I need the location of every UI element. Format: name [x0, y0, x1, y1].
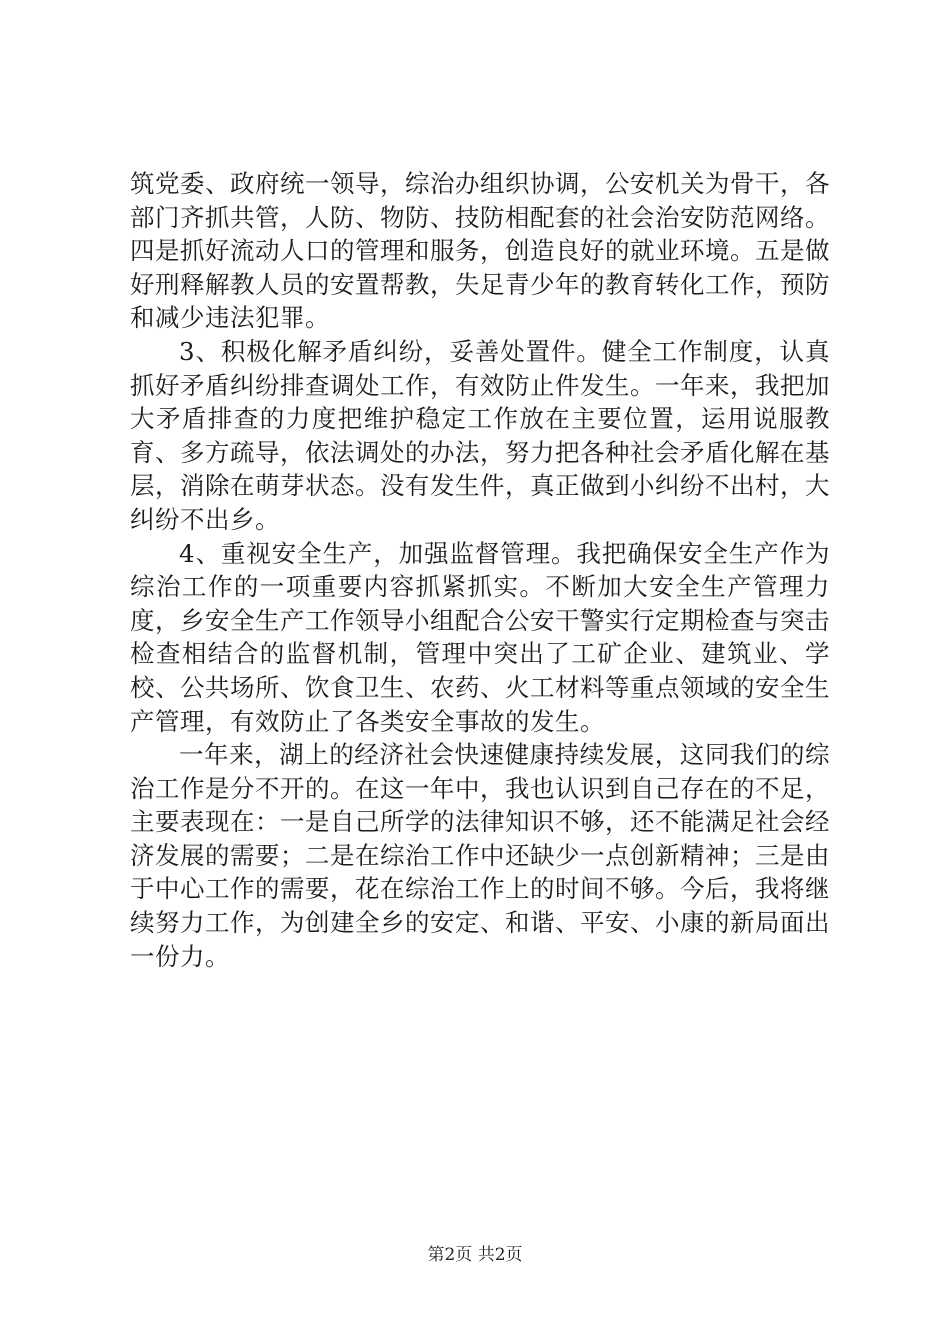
- page-number-label: 第2页 共2页: [427, 1245, 523, 1265]
- document-body: [130, 167, 830, 973]
- paragraph-3: 4、重视安全生产，加强监督管理。我把确保安全生产作为综治工作的一项重要内容抓紧抓实。不断加大安全生产管理力度，乡安全生产工作领导小组配合公安干警实行定期检查与突击检查相结合的监督机制，管理中突出了工矿企业、建筑业、学校、公共场所、饮食卫生、农药、火工材料等重点领域的安全生产管理，有效防止了各类安全事故的发生。: [130, 538, 830, 736]
- paragraph-4: 一年来，湖上的经济社会快速健康持续发展，这同我们的综治工作是分不开的。在这一年中，我也认识到自己存在的不足，主要表现在：一是自己所学的法律知识不够，还不能满足社会经济发展的需要；二是在综治工作中还缺少一点创新精神；三是由于中心工作的需要，花在综治工作上的时间不够。今后，我将继续努力工作，为创建全乡的安定、和谐、平安、小康的新局面出一份力。: [130, 740, 830, 971]
- paragraph-2: 3、积极化解矛盾纠纷，妥善处置件。健全工作制度，认真抓好矛盾纠纷排查调处工作，有效防止件发生。一年来，我把加大矛盾排查的力度把维护稳定工作放在主要位置，运用说服教育、多方疏导，依法调处的办法，努力把各种社会矛盾化解在基层，消除在萌芽状态。没有发生件，真正做到小纠纷不出村，大纠纷不出乡。: [130, 336, 830, 534]
- page-footer: [0, 1244, 950, 1266]
- paragraph-1: 筑党委、政府统一领导，综治办组织协调，公安机关为骨干，各部门齐抓共管，人防、物防、技防相配套的社会治安防范网络。四是抓好流动人口的管理和服务，创造良好的就业环境。五是做好刑释解教人员的安置帮教，失足青少年的教育转化工作，预防和减少违法犯罪。: [130, 169, 830, 333]
